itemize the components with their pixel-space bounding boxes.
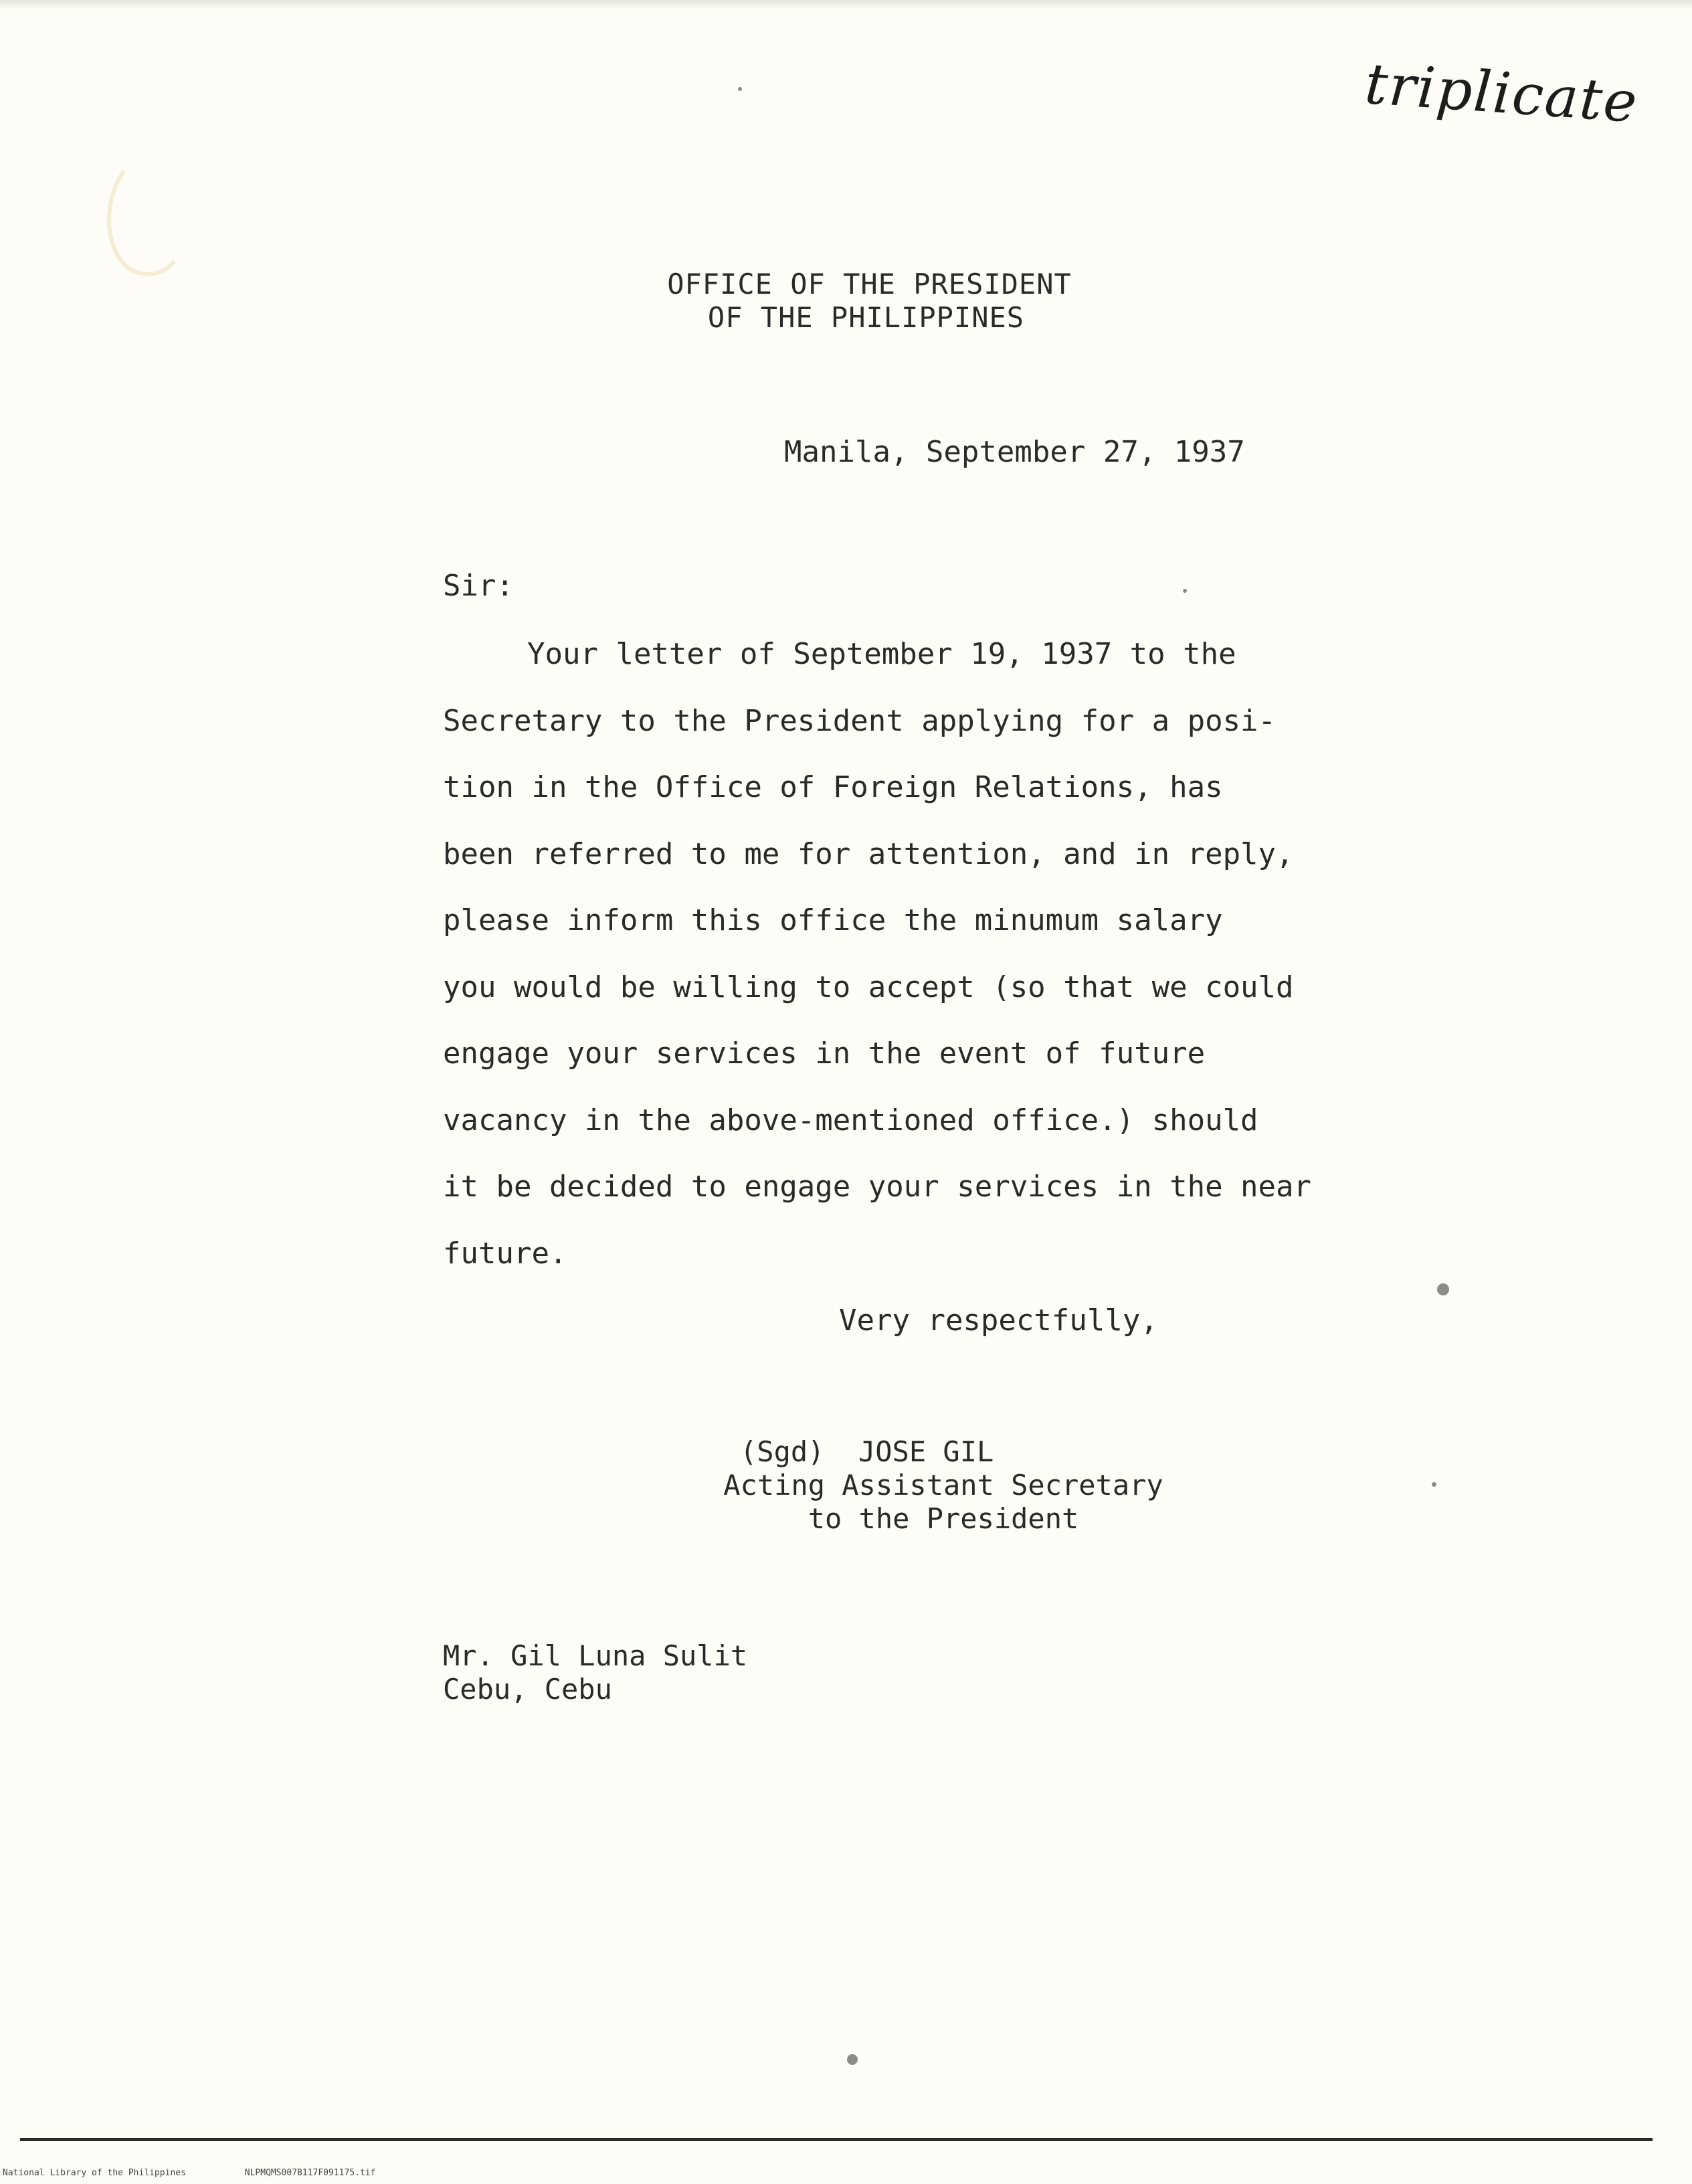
scan-footer <box>3 2168 429 2178</box>
signature-title-2: to the President <box>808 1502 1079 1535</box>
paper-speck <box>1437 1283 1449 1295</box>
letterhead-line-2: OF THE PHILIPPINES <box>707 301 1025 334</box>
salutation: Sir: <box>443 569 514 603</box>
letterhead <box>0 268 1692 335</box>
handwritten-note: triplicate <box>1363 50 1640 136</box>
scan-bottom-rule <box>20 2138 1653 2141</box>
recipient-location: Cebu, Cebu <box>443 1673 612 1706</box>
recipient-block <box>443 1639 747 1706</box>
body-line: please inform this office the minumum salary <box>443 903 1223 937</box>
body-line: you would be willing to accept (so that we could <box>443 970 1294 1004</box>
body-line: Secretary to the President applying for a posi- <box>443 703 1277 738</box>
paper-speck <box>1183 589 1187 593</box>
body-line: it be decided to engage your services in the near <box>443 1170 1312 1204</box>
paper-speck <box>738 87 742 91</box>
body-line: tion in the Office of Foreign Relations, has <box>443 770 1223 804</box>
signature-name: (Sgd) JOSE GIL <box>740 1435 994 1468</box>
dateline: Manila, September 27, 1937 <box>784 435 1245 469</box>
footer-filename: NLPMQMS007B117F091175.tif <box>244 2168 376 2178</box>
letter-body <box>443 634 1366 1300</box>
paper-speck <box>847 2054 858 2065</box>
closing: Very respectfully, <box>839 1303 1158 1338</box>
body-line: Your letter of September 19, 1937 to the <box>527 637 1236 671</box>
body-line: vacancy in the above-mentioned office.) should <box>443 1103 1258 1138</box>
body-line: engage your services in the event of future <box>443 1036 1206 1071</box>
letterhead-line-1: OFFICE OF THE PRESIDENT <box>667 268 1072 300</box>
body-line: been referred to me for attention, and in reply, <box>443 836 1294 871</box>
paper-stain <box>107 154 189 276</box>
scan-edge <box>0 0 1692 9</box>
body-line: future. <box>443 1236 567 1271</box>
paper-speck <box>1432 1482 1436 1487</box>
footer-institution: National Library of the Philippines <box>3 2168 186 2178</box>
signature-block <box>702 1435 1184 1536</box>
signature-title-1: Acting Assistant Secretary <box>723 1469 1163 1502</box>
recipient-name: Mr. Gil Luna Sulit <box>443 1639 748 1672</box>
